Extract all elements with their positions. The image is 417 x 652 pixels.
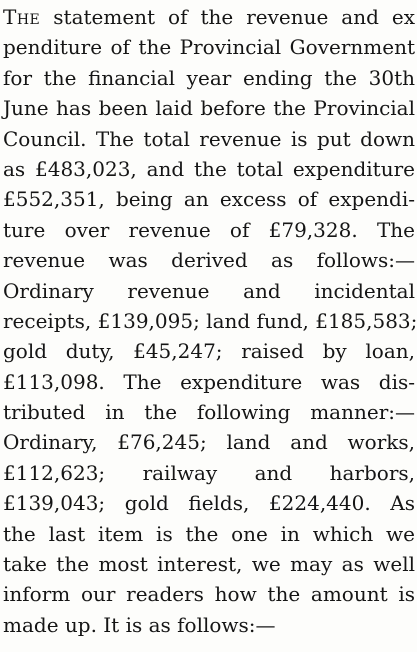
article-line-3: for the financial year ending the 30th	[3, 65, 415, 90]
article-line-16: £112,623; railway and harbors,	[3, 460, 415, 485]
article-line-13: £113,098. The expenditure was dis-	[3, 369, 415, 394]
article-line-8: ture over revenue of £79,328. The	[3, 217, 415, 242]
article-line-19: take the most interest, we may as well	[3, 552, 415, 577]
article-line-15: Ordinary, £76,245; land and works,	[3, 430, 415, 455]
article-line-6: as £483,023, and the total expenditure	[3, 156, 415, 181]
article-line-12: gold duty, £45,247; raised by loan,	[3, 339, 415, 364]
article-line-20: inform our readers how the amount is	[3, 582, 415, 607]
article-line-10: Ordinary revenue and incidental	[3, 278, 415, 303]
article-line-14: tributed in the following manner:—	[3, 400, 415, 425]
article-line-9: revenue was derived as follows:—	[3, 248, 415, 273]
article-line-4: June has been laid before the Provincial	[3, 96, 415, 121]
article-line-5: Council. The total revenue is put down	[3, 126, 415, 151]
article-line-11: receipts, £139,095; land fund, £185,583;	[3, 308, 417, 333]
article-line-1	[3, 2, 415, 32]
article-line-7: £552,351, being an excess of expendi-	[3, 187, 415, 212]
article-line-17: £139,043; gold fields, £224,440. As	[3, 491, 415, 516]
lead-word: The	[3, 5, 41, 29]
article-line-2: penditure of the Provincial Government	[3, 35, 415, 60]
line-text: statement of the revenue and ex	[53, 5, 416, 29]
article-line-18: the last item is the one in which we	[3, 521, 415, 546]
article-line-21: made up. It is as follows:—	[3, 612, 276, 637]
article-text	[3, 0, 415, 640]
